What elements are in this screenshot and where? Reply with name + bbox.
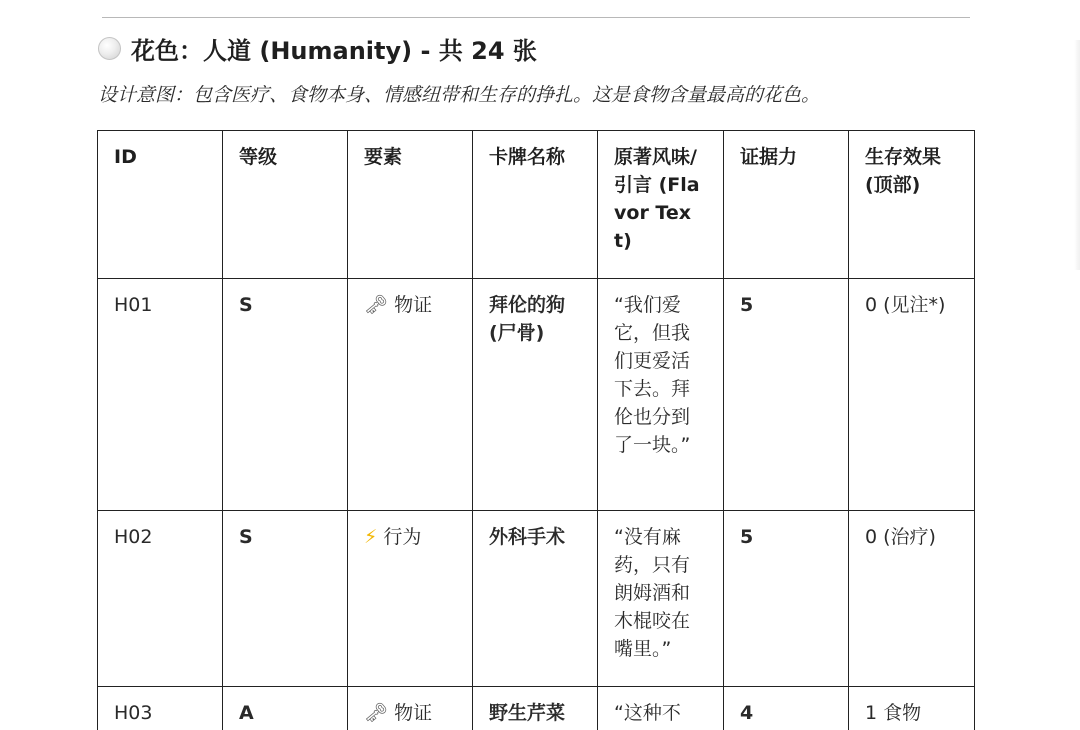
cell-element — [348, 279, 473, 511]
header-evidence: 证据力 — [724, 131, 849, 279]
cell-evidence: 4 — [724, 687, 849, 730]
cell-evidence: 5 — [724, 511, 849, 687]
cell-flavor-text: “我们爱它，但我们更爱活下去。拜伦也分到了一块。” — [598, 279, 724, 511]
header-survival-effect: 生存效果 (顶部) — [849, 131, 975, 279]
key-icon: 🗝 — [364, 702, 389, 724]
cell-id: H02 — [98, 511, 223, 687]
header-grade: 等级 — [223, 131, 348, 279]
header-flavor-text: 原著风味/引言 (Flavor Text) — [598, 131, 724, 279]
element-label: 行为 — [383, 526, 422, 548]
cell-survival-effect: 0 (见注*) — [849, 279, 975, 511]
cell-flavor-text: “没有麻药，只有朗姆酒和木棍咬在嘴里。” — [598, 511, 724, 687]
header-element: 要素 — [348, 131, 473, 279]
cell-grade: S — [223, 511, 348, 687]
header-card-name: 卡牌名称 — [473, 131, 598, 279]
cell-evidence: 5 — [724, 279, 849, 511]
element-label: 物证 — [394, 702, 433, 724]
cell-element — [348, 511, 473, 687]
design-intent-text: 设计意图：包含医疗、食物本身、情感纽带和生存的挣扎。这是食物含量最高的花色。 — [98, 84, 821, 106]
lightning-icon: ⚡ — [364, 526, 378, 548]
table-header-row — [98, 131, 975, 279]
white-circle-icon — [98, 37, 121, 60]
table-row — [98, 511, 975, 687]
suit-heading — [98, 30, 537, 66]
scroll-edge-shadow — [1074, 40, 1080, 270]
card-table — [97, 130, 975, 730]
cell-card-name: 拜伦的狗 (尸骨) — [473, 279, 598, 511]
table-row — [98, 279, 975, 511]
table-row — [98, 687, 975, 730]
header-id: ID — [98, 131, 223, 279]
cell-flavor-text: “这种不 — [598, 687, 724, 730]
top-divider — [102, 17, 970, 18]
cell-survival-effect: 1 食物 — [849, 687, 975, 730]
cell-card-name: 野生芹菜 — [473, 687, 598, 730]
cell-card-name: 外科手术 — [473, 511, 598, 687]
cell-survival-effect: 0 (治疗) — [849, 511, 975, 687]
cell-grade: S — [223, 279, 348, 511]
element-label: 物证 — [394, 294, 433, 316]
suit-title: 花色：人道 (Humanity) - 共 24 张 — [131, 36, 537, 65]
cell-element — [348, 687, 473, 730]
cell-id: H01 — [98, 279, 223, 511]
key-icon: 🗝 — [364, 294, 389, 316]
cell-id: H03 — [98, 687, 223, 730]
cell-grade: A — [223, 687, 348, 730]
